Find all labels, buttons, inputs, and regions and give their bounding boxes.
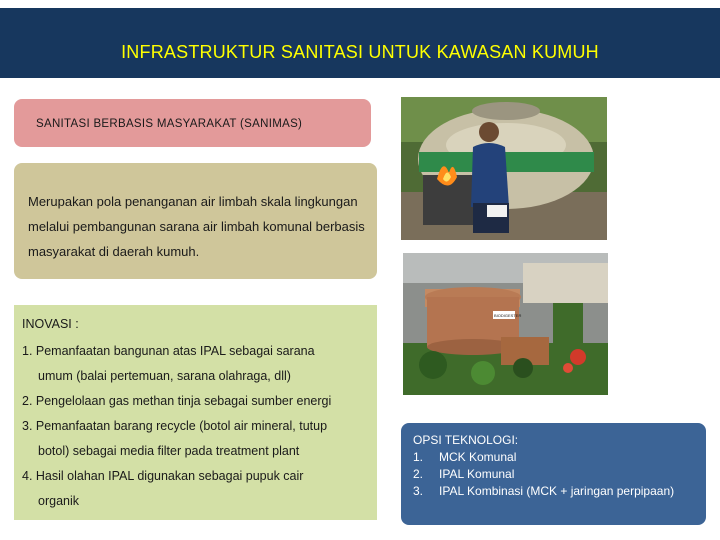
inovasi-item-line: organik bbox=[38, 494, 79, 508]
sanimas-heading-box bbox=[14, 99, 371, 147]
inovasi-item-line: umum (balai pertemuan, sarana olahraga, dll) bbox=[38, 369, 291, 383]
slide-title: INFRASTRUKTUR SANITASI UNTUK KAWASAN KUMUH bbox=[121, 42, 599, 62]
inovasi-item-line: 3. Pemanfaatan barang recycle (botol air mineral, tutup bbox=[22, 419, 328, 433]
opsi-item-text: IPAL Kombinasi (MCK + jaringan perpipaan) bbox=[439, 484, 675, 498]
inovasi-item-line: 2. Pengelolaan gas methan tinja sebagai sumber energi bbox=[22, 394, 332, 408]
inovasi-item-line: 4. Hasil olahan IPAL digunakan sebagai pupuk cair bbox=[22, 469, 304, 483]
inovasi-item bbox=[22, 464, 372, 514]
biodigester-tank-photo bbox=[403, 253, 608, 395]
opsi-item-number: 1. bbox=[413, 450, 424, 464]
inovasi-heading: INOVASI : bbox=[22, 317, 79, 331]
opsi-heading: OPSI TEKNOLOGI: bbox=[413, 433, 519, 447]
inovasi-item-line: botol) sebagai media filter pada treatment plant bbox=[38, 444, 300, 458]
inovasi-item bbox=[22, 339, 372, 389]
sanimas-heading: SANITASI BERBASIS MASYARAKAT (SANIMAS) bbox=[36, 118, 303, 130]
inovasi-item bbox=[22, 389, 372, 414]
title-bar bbox=[0, 8, 720, 78]
inovasi-item-line: 1. Pemanfaatan bangunan atas IPAL sebagai sarana bbox=[22, 344, 315, 358]
opsi-item bbox=[413, 449, 703, 466]
biogas-dome-photo bbox=[401, 97, 607, 240]
inovasi-list bbox=[22, 339, 372, 514]
biodigester-tank-illustration bbox=[403, 253, 608, 395]
description-text: Merupakan pola penanganan air limbah skala lingkungan melalui pembangunan sarana air limbah komunal berbasis masyarakat di daerah kumuh. bbox=[28, 194, 365, 259]
opsi-item-number: 2. bbox=[413, 467, 424, 481]
description-box bbox=[14, 163, 377, 279]
opsi-list bbox=[413, 449, 703, 500]
opsi-item bbox=[413, 483, 703, 500]
biogas-dome-illustration bbox=[401, 97, 607, 240]
tank-label: BIODIGESTER bbox=[494, 313, 522, 318]
opsi-item-number: 3. bbox=[413, 484, 424, 498]
opsi-item-text: MCK Komunal bbox=[439, 450, 517, 464]
opsi-item bbox=[413, 466, 703, 483]
inovasi-item bbox=[22, 414, 372, 464]
inovasi-box bbox=[14, 305, 377, 520]
opsi-item-text: IPAL Komunal bbox=[439, 467, 515, 481]
opsi-teknologi-box bbox=[401, 423, 706, 525]
